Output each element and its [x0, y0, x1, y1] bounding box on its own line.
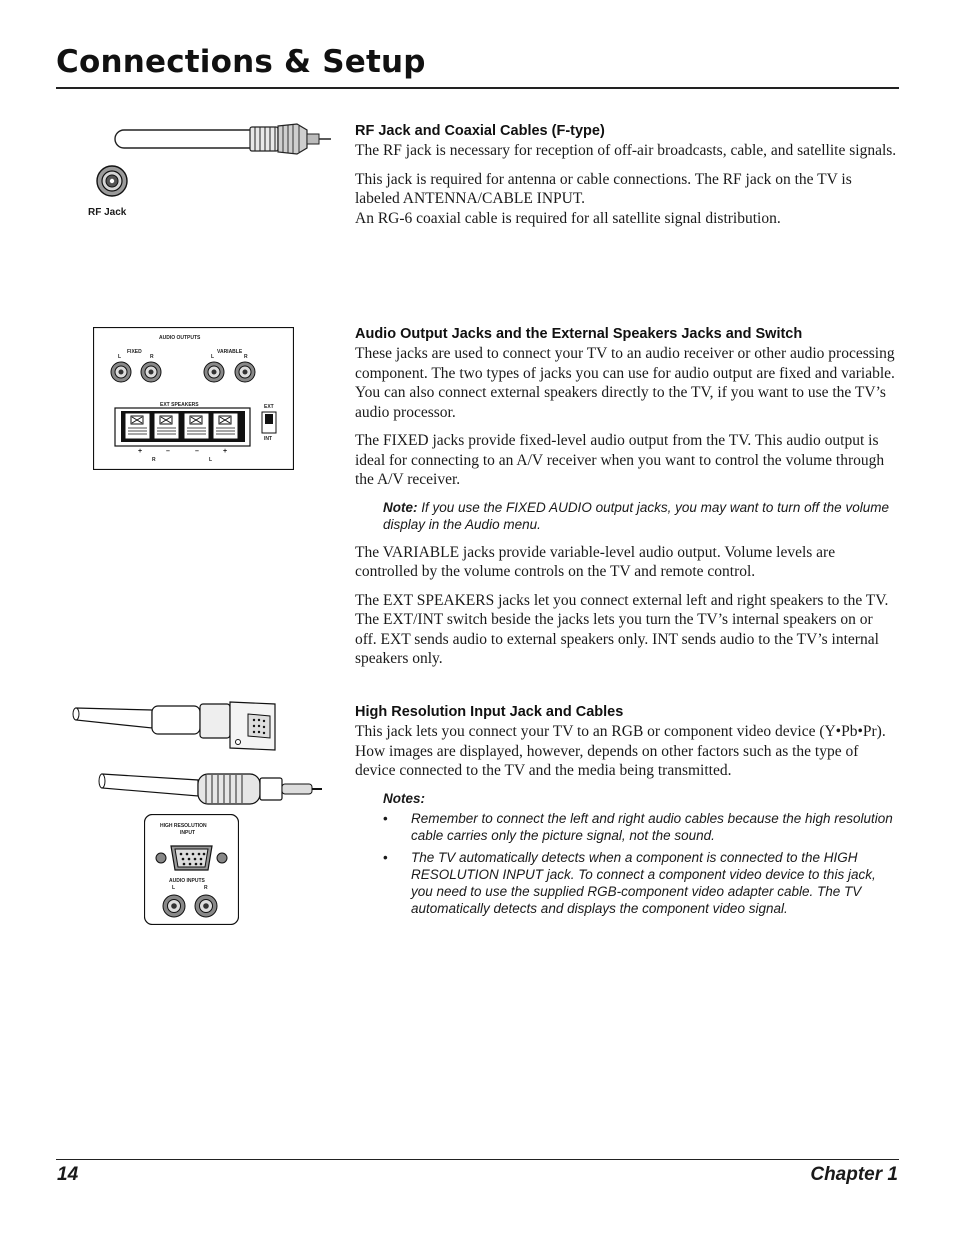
audio-section [355, 326, 898, 678]
svg-text:–: – [195, 448, 199, 455]
audio-paragraph-2: The FIXED jacks provide fixed-level audio output from the TV. This audio output is ideal for connecting to an A/V receiver when you want to control the volume through the A/V receiver. [355, 432, 885, 488]
notes-heading: Notes: [383, 790, 426, 806]
svg-text:L: L [118, 354, 122, 360]
hires-paragraph-1: This jack lets you connect your TV to an RGB or component video device (Y•Pb•Pr). How images are displayed, however, depends on other factors such as the type of device connected to the TV and the media being transmitted. [355, 723, 886, 779]
audio-paragraph-4: The EXT SPEAKERS jacks let you connect external left and right speakers to the TV. The EXT/INT switch beside the jacks lets you turn the TV’s internal speakers on or off. EXT sends audio to external speakers only. INT sends audio to the TV’s internal speakers only. [355, 591, 889, 667]
audio-input-r-jack [195, 895, 217, 917]
audio-inputs-label: AUDIO INPUTS [169, 878, 205, 884]
svg-text:R: R [150, 354, 154, 360]
rf-paragraph-1: The RF jack is necessary for reception of off-air broadcasts, cable, and satellite signals. [355, 142, 897, 159]
fixed-l-jack [111, 362, 131, 382]
rf-section [355, 123, 898, 237]
note-label: Note: [383, 499, 418, 515]
variable-r-jack [235, 362, 255, 382]
list-item: • Remember to connect the left and right audio cables because the high resolution cable carries only the picture signal, not the sound. [383, 810, 893, 843]
audio-note [383, 499, 898, 533]
hires-cables-illustration [70, 698, 325, 813]
ext-speakers-label: EXT SPEAKERS [160, 402, 199, 408]
svg-text:L: L [172, 885, 176, 891]
rf-paragraph-2: This jack is required for antenna or cable connections. The RF jack on the TV is labeled ANTENNA/CABLE INPUT. [355, 170, 852, 207]
rf-jack-illustration [85, 118, 345, 208]
high-resolution-label: HIGH RESOLUTION [160, 823, 207, 829]
svg-text:R: R [204, 885, 208, 891]
svg-text:L: L [209, 457, 213, 463]
audio-paragraph-1: These jacks are used to connect your TV to an audio receiver or other audio processing component. The two types of jacks you can use for audio output are fixed and variable. You can also connect external speakers directly to the TV, if you want to use the TV’s audio processor. [355, 345, 895, 421]
rf-paragraph-3: An RG-6 coaxial cable is required for all satellite signal distribution. [355, 209, 781, 227]
audio-paragraph-3: The VARIABLE jacks provide variable-level audio output. Volume levels are controlled by the volume controls on the TV and remote control. [355, 543, 836, 580]
audio-outputs-label: AUDIO OUTPUTS [159, 335, 201, 341]
ext-int-switch [262, 412, 276, 433]
svg-text:L: L [211, 354, 215, 360]
header-rule [56, 87, 899, 89]
ext-label: EXT [264, 404, 274, 410]
input-label: INPUT [180, 830, 195, 836]
audio-heading: Audio Output Jacks and the External Speakers Jacks and Switch [355, 326, 803, 342]
hires-input-panel-illustration [144, 814, 239, 925]
note-text: If you use the FIXED AUDIO output jacks, you may want to turn off the volume display in the Audio menu. [383, 499, 889, 532]
variable-l-jack [204, 362, 224, 382]
notes-list [355, 810, 898, 917]
chapter-label: Chapter 1 [810, 1164, 898, 1185]
list-item: • The TV automatically detects when a component is connected to the HIGH RESOLUTION INPUT jack. To connect a component video device to this jack, you need to use the supplied RGB-component video adapter cable. The TV automatically detects and displays the component video signal. [383, 849, 876, 916]
footer-rule [56, 1159, 899, 1160]
hires-heading: High Resolution Input Jack and Cables [355, 704, 624, 720]
svg-text:–: – [166, 448, 170, 455]
page-number: 14 [57, 1164, 79, 1185]
svg-text:R: R [244, 354, 248, 360]
page-title: Connections & Setup [56, 44, 426, 80]
svg-text:R: R [152, 457, 156, 463]
svg-text:+: + [223, 448, 228, 455]
variable-label: VARIABLE [217, 349, 243, 355]
rf-heading: RF Jack and Coaxial Cables (F-type) [355, 123, 605, 139]
rf-jack-label: RF Jack [88, 207, 127, 218]
audio-panel-illustration [93, 327, 294, 470]
svg-text:+: + [138, 448, 143, 455]
fixed-label: FIXED [127, 349, 142, 355]
int-label: INT [264, 436, 273, 442]
hires-section [355, 704, 898, 922]
audio-input-l-jack [163, 895, 185, 917]
fixed-r-jack [141, 362, 161, 382]
